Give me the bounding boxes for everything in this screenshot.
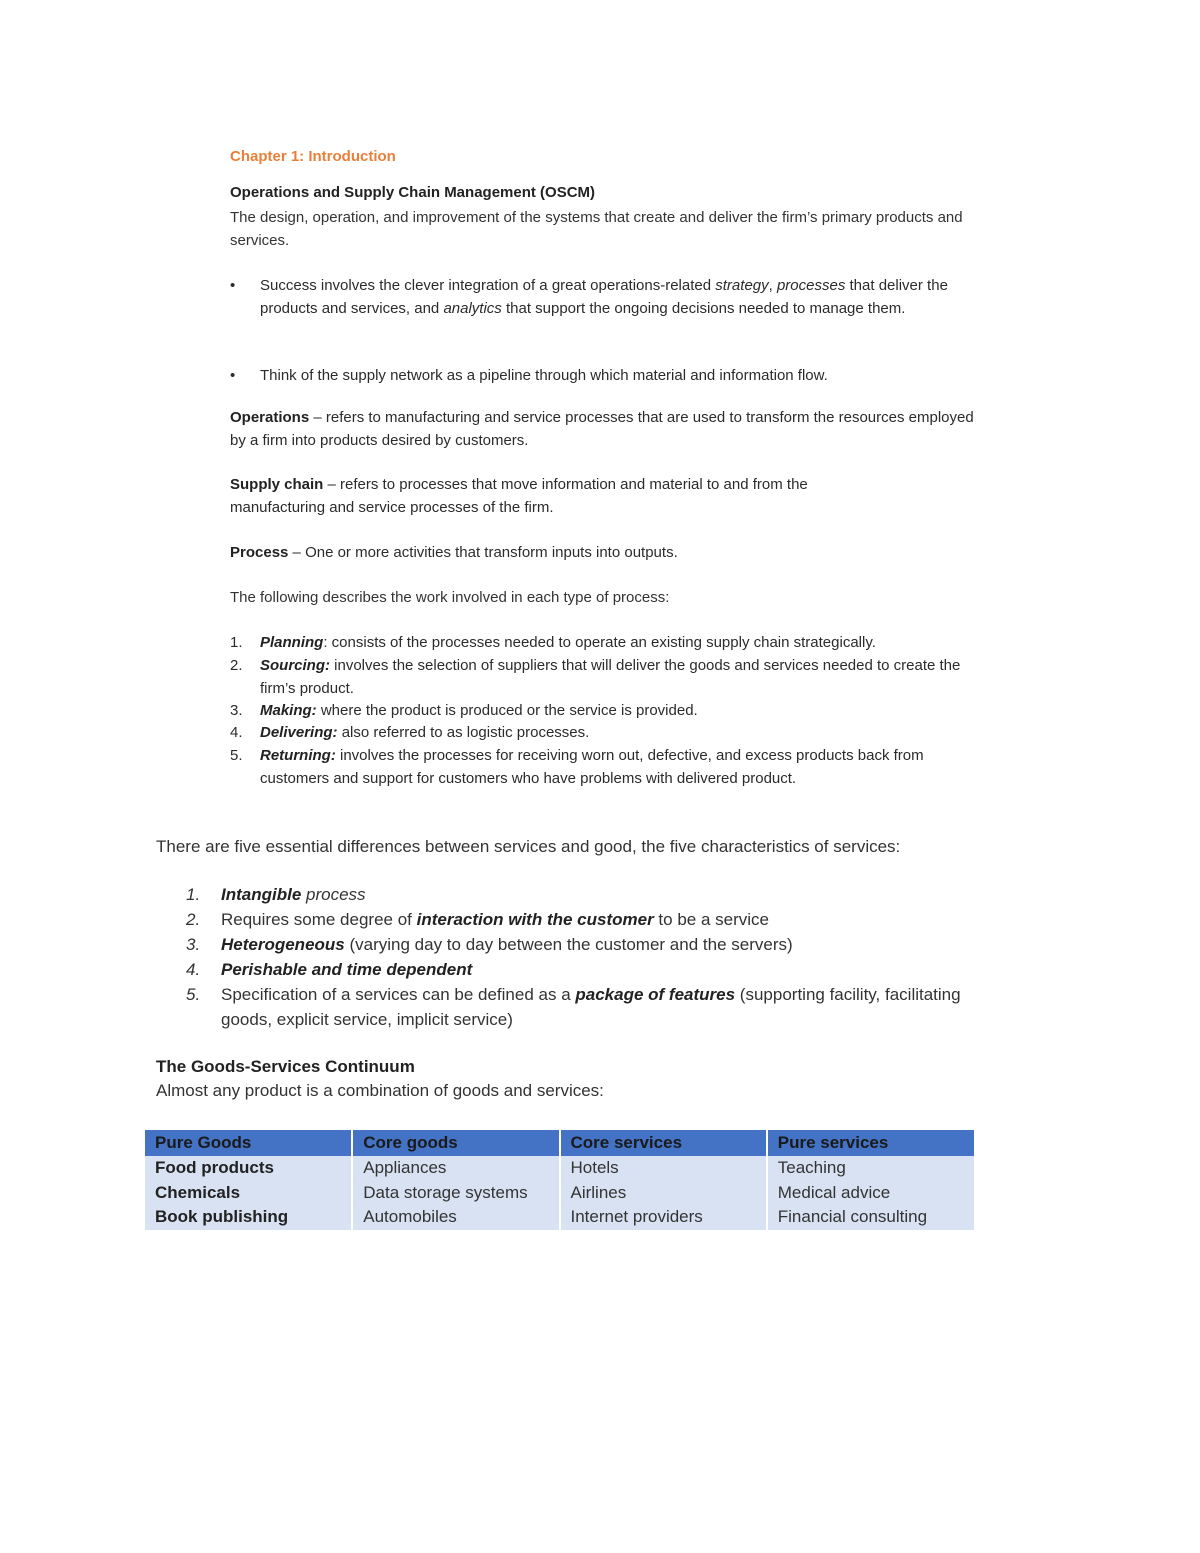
bullet-text bbox=[260, 275, 970, 320]
char-text: Specification of a services can be defined as a bbox=[221, 985, 576, 1004]
term-label: Operations bbox=[230, 409, 310, 426]
list-text bbox=[260, 745, 970, 790]
table-cell: Food products bbox=[145, 1156, 352, 1181]
list-number: 1. bbox=[186, 885, 201, 904]
chapter-title: Chapter 1: Introduction bbox=[230, 148, 396, 165]
list-number: 3. bbox=[230, 702, 243, 719]
char-text: (varying day to day between the customer and the servers) bbox=[344, 935, 793, 954]
list-text bbox=[221, 932, 961, 957]
table-cell: Book publishing bbox=[145, 1205, 352, 1230]
list-number: 5. bbox=[230, 747, 243, 764]
continuum-subtitle: Almost any product is a combination of goods and services: bbox=[156, 1081, 604, 1100]
bullet-emphasis-analytics: analytics bbox=[443, 299, 502, 317]
table-cell: Teaching bbox=[767, 1156, 974, 1181]
term-separator: – bbox=[323, 476, 341, 493]
process-name: Sourcing: bbox=[260, 657, 330, 674]
process-name: Returning: bbox=[260, 747, 336, 764]
list-text bbox=[260, 655, 970, 700]
term-text: refers to manufacturing and service processes that are used to transform the resources employed by a firm into products desired by customers. bbox=[230, 409, 974, 449]
list-number: 2. bbox=[186, 910, 201, 929]
char-emphasis: Intangible bbox=[221, 885, 302, 904]
bullet-text: Think of the supply network as a pipeline through which material and information flow. bbox=[260, 367, 828, 384]
table-cell: Data storage systems bbox=[352, 1181, 559, 1206]
bullet-text-part: , bbox=[768, 277, 777, 294]
term-definition-operations bbox=[230, 407, 990, 452]
process-text: involves the selection of suppliers that will deliver the goods and services needed to create the firm’s product. bbox=[260, 657, 961, 697]
table-cell: Airlines bbox=[560, 1181, 767, 1206]
term-label: Process bbox=[230, 544, 289, 561]
goods-services-table bbox=[145, 1130, 974, 1230]
table-cell: Hotels bbox=[560, 1156, 767, 1181]
bullet-emphasis-strategy: strategy bbox=[715, 277, 769, 294]
process-text: also referred to as logistic processes. bbox=[337, 724, 590, 741]
term-definition-process bbox=[230, 542, 990, 565]
list-number: 4. bbox=[230, 724, 243, 741]
bullet-marker: • bbox=[230, 367, 236, 384]
char-text: process bbox=[301, 885, 366, 904]
table-row bbox=[145, 1181, 974, 1206]
table-cell: Appliances bbox=[352, 1156, 559, 1181]
list-text bbox=[221, 907, 961, 932]
char-emphasis: interaction with the customer bbox=[416, 910, 654, 929]
char-emphasis: package of features bbox=[575, 985, 736, 1004]
bullet-text-part: that deliver the products and services, and bbox=[260, 277, 948, 317]
term-label: Supply chain bbox=[230, 476, 324, 493]
bullet-text-part: Success involves the clever integration of a great operations-related bbox=[260, 277, 716, 294]
term-definition-supply-chain bbox=[230, 474, 890, 519]
list-text bbox=[260, 700, 970, 723]
char-emphasis: Heterogeneous bbox=[221, 935, 345, 954]
bullet-emphasis-processes: processes bbox=[776, 277, 846, 294]
list-text bbox=[221, 882, 961, 907]
column-header: Pure services bbox=[767, 1130, 974, 1156]
list-number: 2. bbox=[230, 657, 243, 674]
process-name: Making: bbox=[260, 702, 317, 719]
column-header: Pure Goods bbox=[145, 1130, 352, 1156]
column-header: Core goods bbox=[352, 1130, 559, 1156]
list-text bbox=[260, 632, 970, 655]
char-text: Requires some degree of bbox=[221, 910, 417, 929]
process-intro: The following describes the work involved in each type of process: bbox=[230, 589, 670, 606]
list-number: 5. bbox=[186, 985, 201, 1004]
process-text: : consists of the processes needed to operate an existing supply chain strategically. bbox=[323, 634, 876, 651]
bullet-text-part: that support the ongoing decisions needed to manage them. bbox=[501, 299, 906, 317]
column-header: Core services bbox=[560, 1130, 767, 1156]
table-cell: Internet providers bbox=[560, 1205, 767, 1230]
table-cell: Chemicals bbox=[145, 1181, 352, 1206]
process-text: where the product is produced or the service is provided. bbox=[316, 702, 698, 719]
process-name: Planning bbox=[260, 634, 324, 651]
characteristics-intro: There are five essential differences between services and good, the five characteristics of services: bbox=[156, 837, 901, 856]
list-number: 4. bbox=[186, 960, 201, 979]
term-text: One or more activities that transform inputs into outputs. bbox=[305, 544, 678, 561]
oscm-definition: The design, operation, and improvement of the systems that create and deliver the firm’s primary products and services. bbox=[230, 209, 963, 249]
continuum-heading: The Goods-Services Continuum bbox=[156, 1057, 415, 1076]
term-text: refers to processes that move information and material to and from the manufacturing and service processes of the firm. bbox=[230, 476, 808, 516]
process-name: Delivering: bbox=[260, 724, 338, 741]
term-separator: – bbox=[309, 409, 326, 426]
char-emphasis: Perishable and time dependent bbox=[221, 960, 473, 979]
table-cell: Automobiles bbox=[352, 1205, 559, 1230]
table-row bbox=[145, 1205, 974, 1230]
char-text: (supporting facility, facilitating goods, explicit service, implicit service) bbox=[221, 985, 961, 1029]
list-text bbox=[221, 982, 961, 1032]
list-text bbox=[221, 957, 961, 982]
list-number: 3. bbox=[186, 935, 201, 954]
bullet-marker: • bbox=[230, 277, 236, 294]
table-cell: Medical advice bbox=[767, 1181, 974, 1206]
list-number: 1. bbox=[230, 634, 243, 651]
list-text bbox=[260, 722, 970, 745]
process-text: involves the processes for receiving worn out, defective, and excess products back from customers and support for customers who have problems with delivered product. bbox=[260, 747, 924, 787]
char-text: to be a service bbox=[653, 910, 769, 929]
oscm-heading: Operations and Supply Chain Management (OSCM) bbox=[230, 184, 596, 201]
table-header-row bbox=[145, 1130, 974, 1156]
table-row bbox=[145, 1156, 974, 1181]
table-cell: Financial consulting bbox=[767, 1205, 974, 1230]
term-separator: – bbox=[288, 544, 306, 561]
